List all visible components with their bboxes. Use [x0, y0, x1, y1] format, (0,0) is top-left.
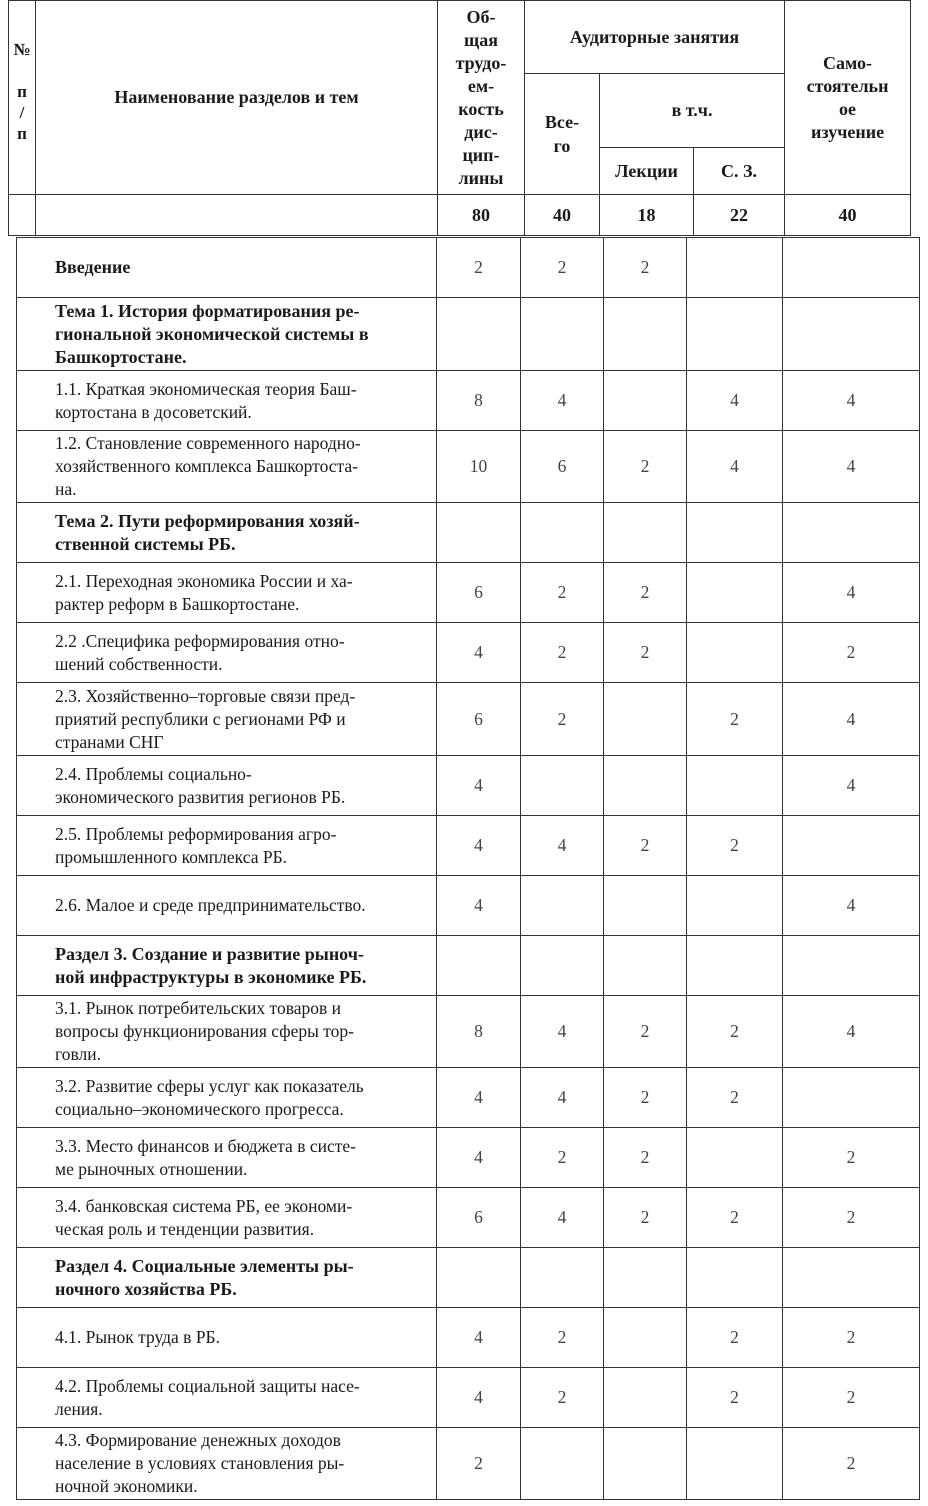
- cell-sz: 4: [687, 371, 783, 431]
- col-lectures-header: Лекции: [600, 148, 694, 195]
- cell-sz: 2: [687, 1368, 783, 1428]
- cell-self: 4: [783, 876, 920, 936]
- totals-self: 40: [785, 195, 911, 236]
- cell-lectures: [604, 1248, 687, 1308]
- cell-self: 2: [783, 1428, 920, 1500]
- cell-lectures: [604, 936, 687, 996]
- topic-name: 3.3. Место финансов и бюджета в систе- ме рыночных отношении.: [17, 1128, 437, 1188]
- cell-self: 2: [783, 1128, 920, 1188]
- cell-self: 4: [783, 563, 920, 623]
- cell-sz: [687, 936, 783, 996]
- cell-self: [783, 1248, 920, 1308]
- table-row: [17, 683, 920, 756]
- table-row: [17, 563, 920, 623]
- table-row: [17, 1068, 920, 1128]
- cell-total: 4: [437, 1068, 521, 1128]
- header-table: [8, 0, 911, 236]
- cell-lectures: 2: [604, 996, 687, 1068]
- table-row: [17, 1188, 920, 1248]
- totals-sz: 22: [694, 195, 785, 236]
- table-row: [17, 1128, 920, 1188]
- cell-vsego: [521, 1248, 604, 1308]
- cell-lectures: [604, 298, 687, 371]
- cell-lectures: 2: [604, 238, 687, 298]
- cell-lectures: 2: [604, 431, 687, 503]
- col-total-header: Об- щая трудо- ем- кость дис- цип- лины: [438, 1, 525, 195]
- section-row: [17, 936, 920, 996]
- cell-sz: 2: [687, 1308, 783, 1368]
- table-row: [17, 623, 920, 683]
- col-vtch-header: в т.ч.: [600, 74, 785, 148]
- cell-sz: 2: [687, 816, 783, 876]
- section-row: [17, 503, 920, 563]
- cell-vsego: 2: [521, 563, 604, 623]
- cell-vsego: [521, 936, 604, 996]
- topic-name: 3.1. Рынок потребительских товаров и вопросы функционирования сферы тор- говли.: [17, 996, 437, 1068]
- cell-self: 4: [783, 431, 920, 503]
- cell-self: [783, 503, 920, 563]
- cell-vsego: [521, 756, 604, 816]
- table-row: [17, 756, 920, 816]
- table-row: [17, 1428, 920, 1500]
- section-title: Тема 2. Пути реформирования хозяй- ственной системы РБ.: [17, 503, 437, 563]
- col-self-header: Само- стоятельн ое изучение: [785, 1, 911, 195]
- cell-self: [783, 1068, 920, 1128]
- cell-total: 8: [437, 996, 521, 1068]
- cell-sz: 2: [687, 1188, 783, 1248]
- cell-total: 6: [437, 1188, 521, 1248]
- cell-total: 4: [437, 1128, 521, 1188]
- cell-vsego: 2: [521, 1308, 604, 1368]
- cell-sz: [687, 756, 783, 816]
- topic-name: 4.3. Формирование денежных доходов население в условиях становления ры- ночной экономики.: [17, 1428, 437, 1500]
- table-row: [17, 816, 920, 876]
- section-row: [17, 1248, 920, 1308]
- cell-vsego: [521, 298, 604, 371]
- cell-vsego: 4: [521, 1188, 604, 1248]
- cell-lectures: 2: [604, 816, 687, 876]
- section-title: Раздел 3. Создание и развитие рыноч- ной инфраструктуры в экономике РБ.: [17, 936, 437, 996]
- cell-vsego: 2: [521, 1368, 604, 1428]
- cell-self: 2: [783, 623, 920, 683]
- table-row: [17, 1308, 920, 1368]
- cell-self: 2: [783, 1368, 920, 1428]
- cell-sz: 2: [687, 996, 783, 1068]
- cell-vsego: 4: [521, 996, 604, 1068]
- cell-total: 2: [437, 1428, 521, 1500]
- cell-lectures: [604, 1308, 687, 1368]
- totals-row: [9, 195, 911, 236]
- cell-total: 4: [437, 756, 521, 816]
- topic-name: 2.5. Проблемы реформирования агро- промышленного комплекса РБ.: [17, 816, 437, 876]
- cell-total: [437, 503, 521, 563]
- cell-total: 8: [437, 371, 521, 431]
- totals-total: 80: [438, 195, 525, 236]
- cell-vsego: [521, 503, 604, 563]
- cell-total: 4: [437, 816, 521, 876]
- cell-sz: [687, 1248, 783, 1308]
- col-name-header: Наименование разделов и тем: [36, 1, 438, 195]
- cell-sz: [687, 1128, 783, 1188]
- cell-total: 10: [437, 431, 521, 503]
- cell-self: 4: [783, 683, 920, 756]
- col-vsego-header: Все- го: [525, 74, 600, 195]
- cell-sz: [687, 1428, 783, 1500]
- topic-name: 2.3. Хозяйственно–торговые связи пред- приятий республики с регионами РФ и странами СНГ: [17, 683, 437, 756]
- cell-self: 2: [783, 1188, 920, 1248]
- cell-vsego: 2: [521, 623, 604, 683]
- cell-lectures: [604, 1428, 687, 1500]
- topic-name: 4.2. Проблемы социальной защиты насе- ления.: [17, 1368, 437, 1428]
- topic-name: 1.1. Краткая экономическая теория Баш- кортостана в досоветский.: [17, 371, 437, 431]
- section-row: [17, 298, 920, 371]
- cell-sz: [687, 623, 783, 683]
- cell-vsego: 4: [521, 1068, 604, 1128]
- cell-sz: [687, 238, 783, 298]
- cell-self: [783, 298, 920, 371]
- topic-name: 1.2. Становление современного народно- хозяйственного комплекса Башкортоста- на.: [17, 431, 437, 503]
- cell-self: [783, 816, 920, 876]
- cell-total: [437, 936, 521, 996]
- cell-lectures: [604, 371, 687, 431]
- table-row: [17, 996, 920, 1068]
- cell-lectures: 2: [604, 563, 687, 623]
- cell-vsego: 2: [521, 683, 604, 756]
- cell-total: 4: [437, 1368, 521, 1428]
- cell-vsego: [521, 876, 604, 936]
- section-title: Введение: [17, 238, 437, 298]
- cell-self: [783, 238, 920, 298]
- cell-self: 2: [783, 1308, 920, 1368]
- cell-total: 6: [437, 683, 521, 756]
- col-auditory-header: Аудиторные занятия: [525, 1, 785, 74]
- section-title: Раздел 4. Социальные элементы ры- ночного хозяйства РБ.: [17, 1248, 437, 1308]
- cell-vsego: 4: [521, 816, 604, 876]
- cell-self: [783, 936, 920, 996]
- cell-total: [437, 1248, 521, 1308]
- totals-num: [9, 195, 36, 236]
- cell-sz: [687, 503, 783, 563]
- section-title: Тема 1. История форматирования ре- гиональной экономической системы в Башкортостане.: [17, 298, 437, 371]
- cell-self: 4: [783, 996, 920, 1068]
- topic-name: 3.2. Развитие сферы услуг как показатель социально–экономического прогресса.: [17, 1068, 437, 1128]
- cell-total: [437, 298, 521, 371]
- topic-name: 2.6. Малое и среде предпринимательство.: [17, 876, 437, 936]
- cell-sz: 2: [687, 683, 783, 756]
- cell-self: 4: [783, 756, 920, 816]
- cell-total: 6: [437, 563, 521, 623]
- cell-lectures: 2: [604, 1128, 687, 1188]
- cell-vsego: 2: [521, 238, 604, 298]
- cell-total: 4: [437, 623, 521, 683]
- cell-total: 4: [437, 1308, 521, 1368]
- cell-total: 4: [437, 876, 521, 936]
- col-sz-header: С. З.: [694, 148, 785, 195]
- cell-lectures: [604, 876, 687, 936]
- table-row: [17, 876, 920, 936]
- body-table: [16, 237, 920, 1500]
- topic-name: 3.4. банковская система РБ, ее экономи- ческая роль и тенденции развития.: [17, 1188, 437, 1248]
- col-num-header: № п / п: [9, 1, 36, 195]
- cell-lectures: [604, 756, 687, 816]
- cell-sz: 4: [687, 431, 783, 503]
- cell-self: 4: [783, 371, 920, 431]
- totals-name: [36, 195, 438, 236]
- cell-lectures: [604, 683, 687, 756]
- cell-sz: [687, 876, 783, 936]
- totals-vsego: 40: [525, 195, 600, 236]
- cell-lectures: [604, 503, 687, 563]
- section-row: [17, 238, 920, 298]
- cell-total: 2: [437, 238, 521, 298]
- cell-vsego: 6: [521, 431, 604, 503]
- topic-name: 2.4. Проблемы социально- экономического развития регионов РБ.: [17, 756, 437, 816]
- table-row: [17, 1368, 920, 1428]
- cell-lectures: [604, 1368, 687, 1428]
- cell-sz: 2: [687, 1068, 783, 1128]
- cell-lectures: 2: [604, 623, 687, 683]
- cell-vsego: [521, 1428, 604, 1500]
- table-row: [17, 371, 920, 431]
- cell-sz: [687, 298, 783, 371]
- topic-name: 2.1. Переходная экономика России и ха- рактер реформ в Башкортостане.: [17, 563, 437, 623]
- cell-lectures: 2: [604, 1068, 687, 1128]
- topic-name: 4.1. Рынок труда в РБ.: [17, 1308, 437, 1368]
- cell-sz: [687, 563, 783, 623]
- cell-lectures: 2: [604, 1188, 687, 1248]
- cell-vsego: 4: [521, 371, 604, 431]
- table-row: [17, 431, 920, 503]
- totals-lectures: 18: [600, 195, 694, 236]
- topic-name: 2.2 .Специфика реформирования отно- шений собственности.: [17, 623, 437, 683]
- cell-vsego: 2: [521, 1128, 604, 1188]
